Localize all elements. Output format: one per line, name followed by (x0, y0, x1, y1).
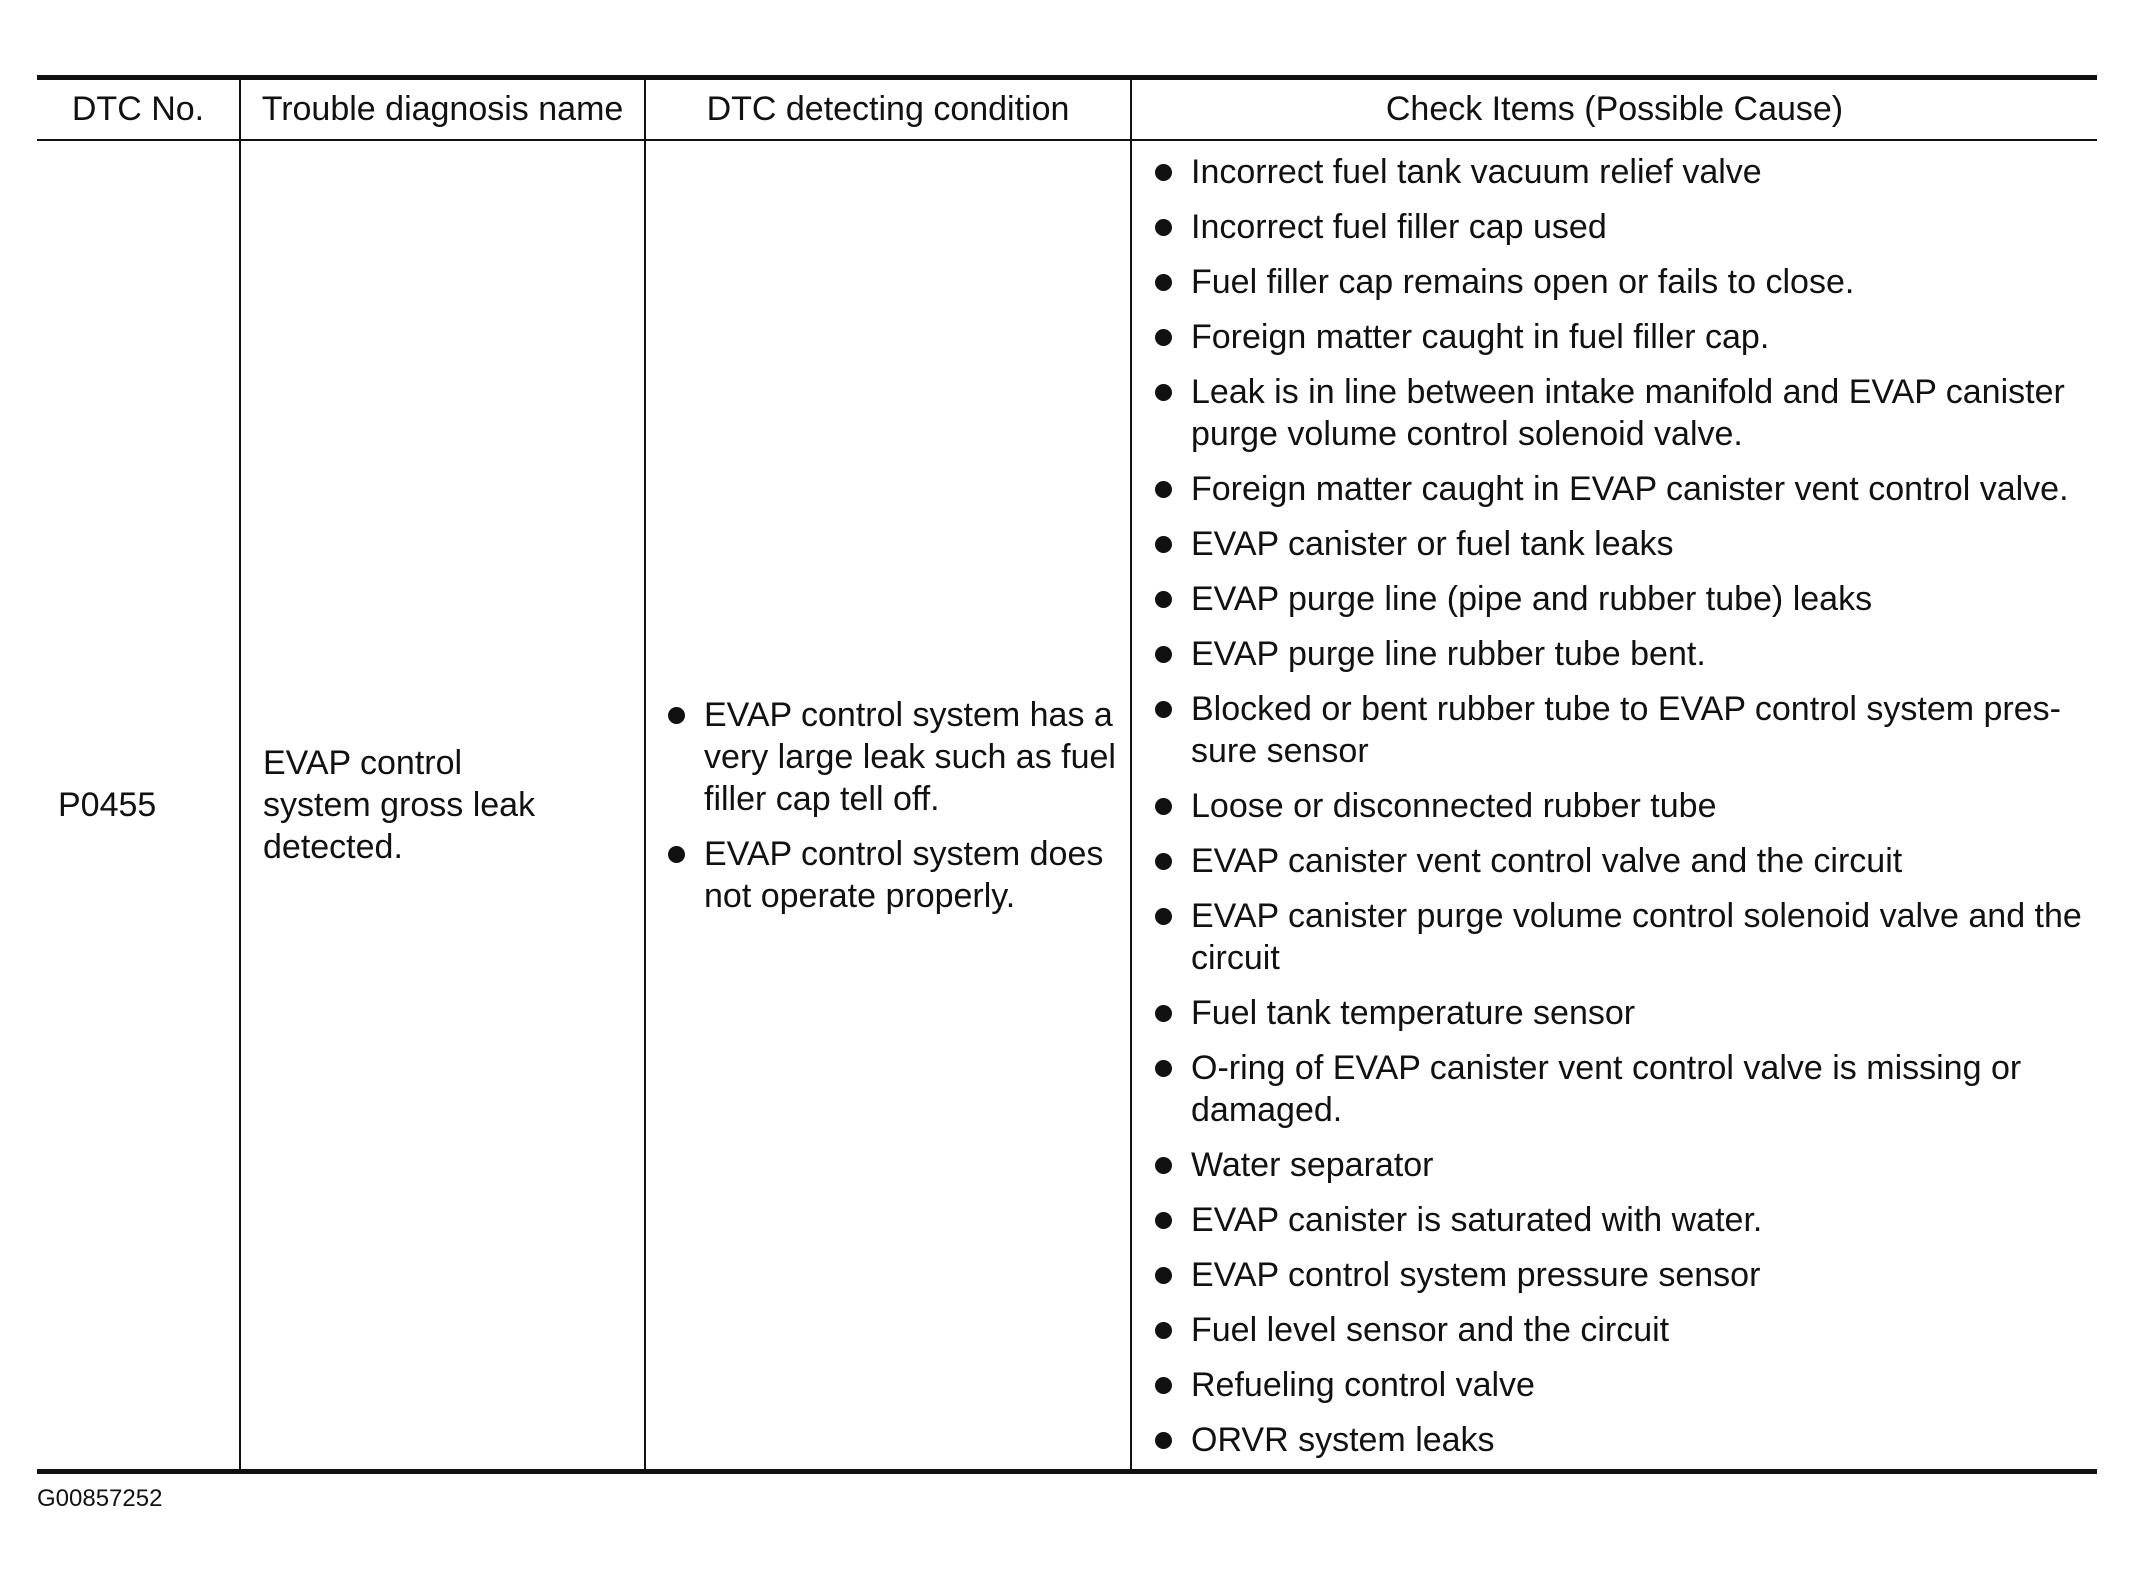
dtc-code-cell (37, 140, 240, 1472)
check-item-text: EVAP purge line rubber tube bent. (1191, 635, 1706, 673)
table-row (37, 140, 2097, 1472)
check-item (1155, 895, 2087, 979)
check-item (1155, 371, 2087, 455)
check-item (1155, 261, 2087, 303)
check-item-text: EVAP canister purge volume control solenoid valve and the circuit (1191, 897, 2082, 977)
check-item (1155, 1364, 2087, 1406)
condition-item-text: EVAP control system does not operate properly. (704, 834, 1104, 915)
header-check-items: Check Items (Possible Cause) (1131, 78, 2097, 141)
check-item-text: Incorrect fuel filler cap used (1191, 208, 1607, 246)
check-item-text: Water separator (1191, 1146, 1434, 1184)
check-item-text: EVAP canister vent control valve and the circuit (1191, 842, 1903, 880)
bullet-icon (1155, 1432, 1172, 1449)
condition-item-text: EVAP control system has a very large leak such as fuel filler cap tell off. (704, 695, 1116, 818)
bullet-icon (1155, 853, 1172, 870)
check-item-text: EVAP canister or fuel tank leaks (1191, 525, 1674, 563)
check-item (1155, 578, 2087, 620)
check-item (1155, 1254, 2087, 1296)
check-item-text: Fuel filler cap remains open or fails to close. (1191, 263, 1855, 301)
check-item (1155, 785, 2087, 827)
bullet-icon (1155, 1005, 1172, 1022)
check-item (1155, 316, 2087, 358)
bullet-icon (1155, 1212, 1172, 1229)
dtc-table (37, 75, 2097, 1474)
condition-list (668, 694, 1116, 917)
check-item-text: Fuel tank temperature sensor (1191, 994, 1636, 1032)
bullet-icon (1155, 1060, 1172, 1077)
check-item (1155, 840, 2087, 882)
bullet-icon (1155, 481, 1172, 498)
check-item-text: Refueling control valve (1191, 1366, 1535, 1404)
bullet-icon (1155, 1322, 1172, 1339)
check-items-cell (1131, 140, 2097, 1472)
bullet-icon (1155, 329, 1172, 346)
bullet-icon (1155, 646, 1172, 663)
bullet-icon (1155, 384, 1172, 401)
check-item (1155, 992, 2087, 1034)
bullet-icon (1155, 164, 1172, 181)
check-item (1155, 206, 2087, 248)
check-item (1155, 468, 2087, 510)
bullet-icon (668, 707, 685, 724)
check-item (1155, 1309, 2087, 1351)
bullet-icon (1155, 1267, 1172, 1284)
check-item (1155, 1419, 2087, 1461)
check-item (1155, 1047, 2087, 1131)
check-item-text: Incorrect fuel tank vacuum relief valve (1191, 153, 1762, 191)
check-item-text: Foreign matter caught in fuel filler cap. (1191, 318, 1770, 356)
check-item-text: Foreign matter caught in EVAP canister vent control valve. (1191, 470, 2069, 508)
condition-item (668, 694, 1116, 820)
check-item-text: EVAP canister is saturated with water. (1191, 1201, 1763, 1239)
check-item-text: Leak is in line between intake manifold and EVAP canister purge volume control solenoid valve. (1191, 373, 2065, 453)
dtc-code: P0455 (58, 786, 157, 824)
check-item (1155, 523, 2087, 565)
check-item-list (1155, 151, 2087, 1461)
check-item (1155, 688, 2087, 772)
bullet-icon (1155, 536, 1172, 553)
bullet-icon (1155, 1377, 1172, 1394)
bullet-icon (1155, 908, 1172, 925)
check-item (1155, 151, 2087, 193)
check-item-text: ORVR system leaks (1191, 1421, 1495, 1459)
trouble-name: EVAP control system gross leak detected. (263, 744, 536, 866)
header-detecting-condition: DTC detecting condition (645, 78, 1131, 141)
check-item (1155, 1199, 2087, 1241)
check-item-text: EVAP control system pressure sensor (1191, 1256, 1761, 1294)
check-item-text: Loose or disconnected rubber tube (1191, 787, 1717, 825)
header-dtc-no: DTC No. (37, 78, 240, 141)
bullet-icon (1155, 1157, 1172, 1174)
table-header-row (37, 78, 2097, 141)
check-item-text: Fuel level sensor and the circuit (1191, 1311, 1670, 1349)
condition-item (668, 833, 1116, 917)
bullet-icon (1155, 219, 1172, 236)
bullet-icon (668, 846, 685, 863)
check-item (1155, 633, 2087, 675)
check-item-text: O-ring of EVAP canister vent control valve is missing or damaged. (1191, 1049, 2022, 1129)
detecting-condition-cell (645, 140, 1131, 1472)
figure-id: G00857252 (37, 1485, 163, 1512)
check-item-text: EVAP purge line (pipe and rubber tube) leaks (1191, 580, 1873, 618)
trouble-name-cell (240, 140, 645, 1472)
header-trouble-name: Trouble diagnosis name (240, 78, 645, 141)
bullet-icon (1155, 591, 1172, 608)
check-item (1155, 1144, 2087, 1186)
bullet-icon (1155, 701, 1172, 718)
bullet-icon (1155, 798, 1172, 815)
check-item-text: Blocked or bent rubber tube to EVAP control system pres-sure sensor (1191, 690, 2061, 770)
bullet-icon (1155, 274, 1172, 291)
